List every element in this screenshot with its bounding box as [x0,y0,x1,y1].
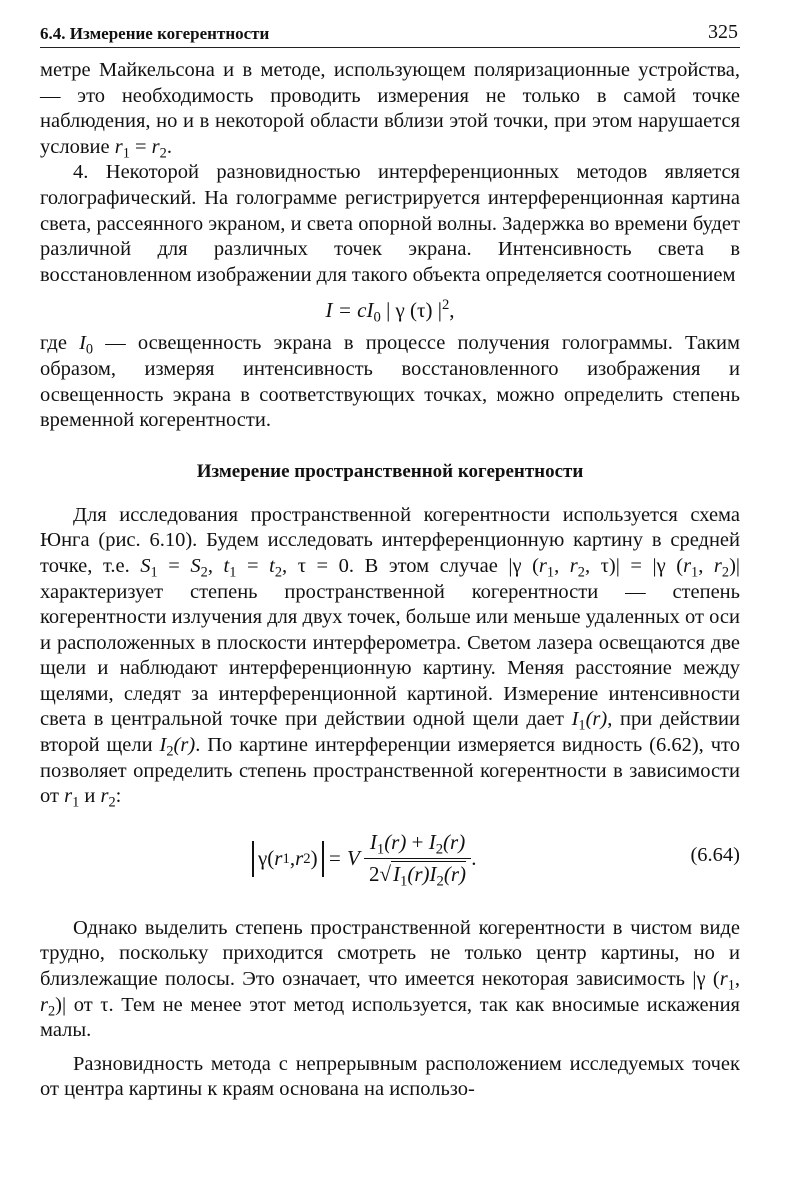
equation-number: (6.64) [690,843,740,866]
running-head [40,14,740,48]
page-number: 325 [708,21,738,43]
paragraph-2: 4. Некоторой разновидностью интерференционных методов является голографический. На голограмме регистрируется интерференционная картина света, рассеянного экраном, и света опорной волны. Задержка во времени будет различной для различных точек экрана. Интенсивность света в восстановленном изображении для такого объекта определяется соотношением [40,161,740,286]
abs-bar-left [252,841,254,877]
abs-bar-right [322,841,324,877]
equation-6-64 [40,818,740,904]
equation-intensity: $I = cI_0$ | γ (τ) $|^2$, [325,297,455,326]
sqrt-sign: √ [379,862,392,887]
paragraph-5: Однако выделить степень пространственной когерентности в чистом виде трудно, поскольку приходится смотреть не только центр картины, но и близлежащие полосы. Это означает, что имеется некоторая зависимость |γ ($r_1$, $r_2)|$ от τ. Тем не менее этот метод используется, так как вносимые искажения малы. [40,916,740,1042]
fraction-numerator: $I_1(r) + I_2(r)$ [364,830,471,859]
paragraph-6: Разновидность метода с непрерывным расположением исследуемых точек от центра картины к краям основана на использо- [40,1052,740,1101]
paragraph-1: метре Майкельсона и в методе, использующем поляризационные устройства, — это необходимость проводить измерения не только в самой точке наблюдения, но и в некоторой области вблизи этой точки, при этом нарушается условие $r_1 = r_2$. [40,59,740,162]
fraction [364,830,471,890]
paragraph-4: Для исследования пространственной когерентности используется схема Юнга (рис. 6.10). Будем исследовать интерференционную картину в средней точке, т.е. $S_1 = S_2$, $t_1 = t_2$, τ = 0. В этом случае |γ ($r_1$, $r_2$, τ)| = |γ ($r_1$, $r_2)|$ характеризует степень пространственной когерентности — степень когерентности излучения для двух точек, больше или меньше удаленных от оси и расположенных в плоскости интерферометра. Светом лазера освещаются две щели и наблюдают интерференционную картину. Меняя расстояние между щелями, следят за интерференционной картиной. Измерение интенсивности света в центральной точке при действии одной щели дает $I_1(r)$, при действии второй щели $I_2(r)$. По картине интерференции измеряется видность (6.62), что позволяет определить степень пространственной когерентности в зависимости от $r_1$ и $r_2$: [40,503,741,811]
equation-6-64-formula: γ ( r 1 , r 2 ) = V $\frac{I_1(r) + I_2(r)}{2√I_1(r)I_2(r)}$ . [248,820,476,898]
book-page [40,14,740,1103]
fraction-denominator: $2√I_1(r)I_2(r)$ [369,862,467,890]
paragraph-3: где $I_0$ — освещенность экрана в процессе получения голограммы. Таким образом, измеряя интенсивность восстановленного изображения и освещенность экрана в соответствующих точках, можно определить степень временной когерентности. [40,332,740,432]
section-heading: Измерение пространственной когерентности [196,460,584,482]
sqrt-body: $I_1(r)I_2(r)$ [393,862,467,890]
running-title: 6.4. Измерение когерентности [40,24,270,43]
